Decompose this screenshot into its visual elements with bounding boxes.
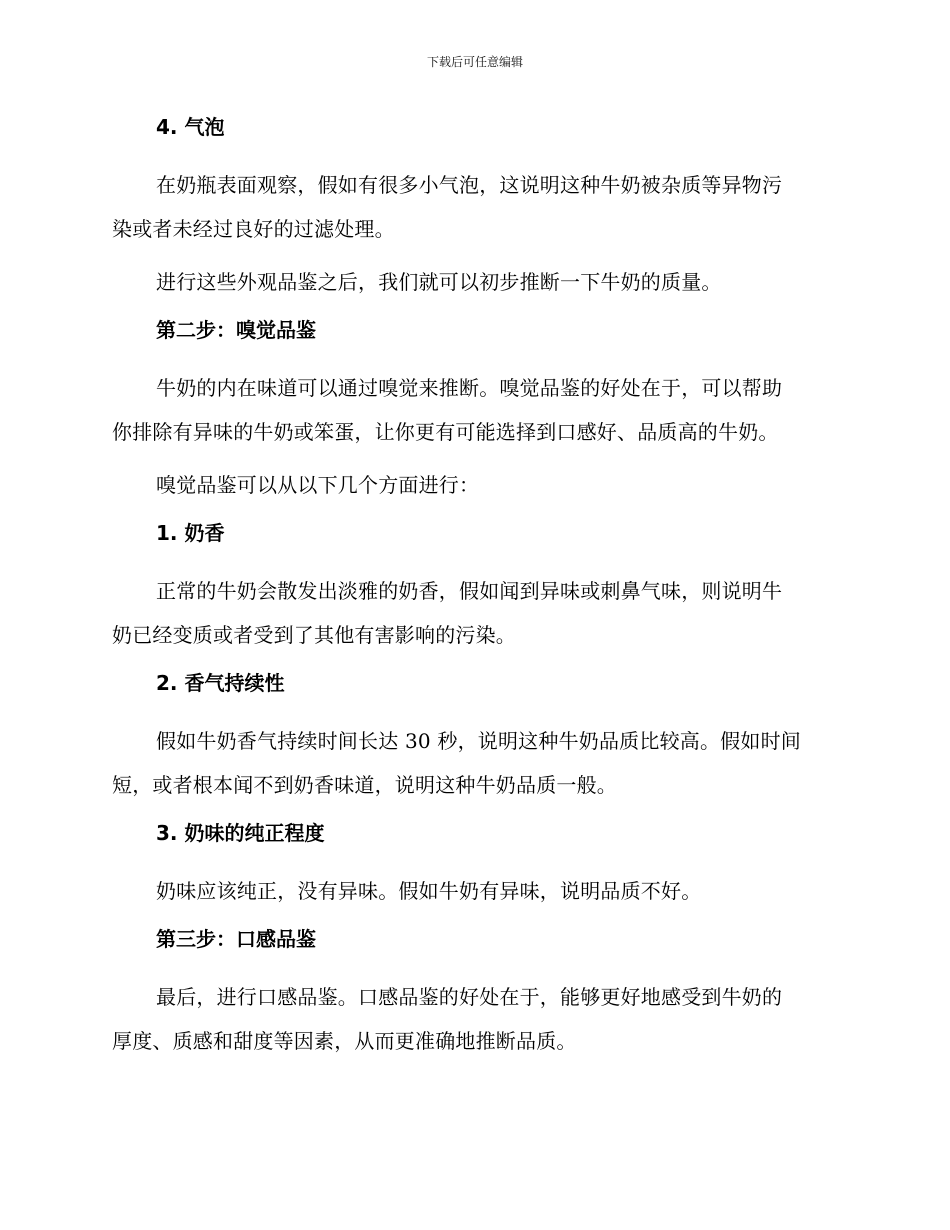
paragraph-line: 嗅觉品鉴可以从以下几个方面进行：: [156, 473, 480, 497]
paragraph-smell-intro: [112, 366, 838, 454]
paragraph-aroma-duration: [112, 719, 838, 807]
paragraph-line: 在奶瓶表面观察，假如有很多小气泡，这说明这种牛奶被杂质等异物污: [156, 173, 783, 197]
paragraph-line: 牛奶的内在味道可以通过嗅觉来推断。嗅觉品鉴的好处在于，可以帮助: [156, 376, 783, 400]
section-heading-step-three: 第三步：口感品鉴: [156, 927, 316, 951]
section-heading-step-two: 第二步：嗅觉品鉴: [156, 318, 316, 342]
section-heading-taste-purity: 3. 奶味的纯正程度: [156, 821, 325, 845]
paragraph-line: 染或者未经过良好的过滤处理。: [112, 217, 395, 241]
paragraph-appearance-summary: [112, 260, 838, 304]
document-body: [112, 110, 838, 1072]
section-heading-aroma-duration: 2. 香气持续性: [156, 671, 285, 695]
paragraph-line: 你排除有异味的牛奶或笨蛋，让你更有可能选择到口感好、品质高的牛奶。: [112, 420, 779, 444]
paragraph-line: 进行这些外观品鉴之后，我们就可以初步推断一下牛奶的质量。: [156, 270, 722, 294]
paragraph-milk-aroma: [112, 569, 838, 657]
paragraph-smell-aspects: [112, 463, 838, 507]
section-heading-milk-aroma: 1. 奶香: [156, 521, 225, 545]
paragraph-line: 正常的牛奶会散发出淡雅的奶香，假如闻到异味或刺鼻气味，则说明牛: [156, 579, 783, 603]
paragraph-line: 短，或者根本闻不到奶香味道，说明这种牛奶品质一般。: [112, 773, 617, 797]
page-header: 下载后可任意编辑: [426, 55, 523, 69]
paragraph-bubbles: [112, 163, 838, 251]
paragraph-line: 假如牛奶香气持续时间长达 30 秒，说明这种牛奶品质比较高。假如时间: [156, 729, 801, 753]
paragraph-taste-purity: [112, 869, 838, 913]
paragraph-line: 厚度、质感和甜度等因素，从而更准确地推断品质。: [112, 1029, 577, 1053]
paragraph-line: 奶已经变质或者受到了其他有害影响的污染。: [112, 623, 516, 647]
paragraph-line: 最后，进行口感品鉴。口感品鉴的好处在于，能够更好地感受到牛奶的: [156, 985, 783, 1009]
section-heading-bubbles: 4. 气泡: [156, 115, 225, 139]
paragraph-mouthfeel: [112, 975, 838, 1063]
paragraph-line: 奶味应该纯正，没有异味。假如牛奶有异味，说明品质不好。: [156, 879, 702, 903]
